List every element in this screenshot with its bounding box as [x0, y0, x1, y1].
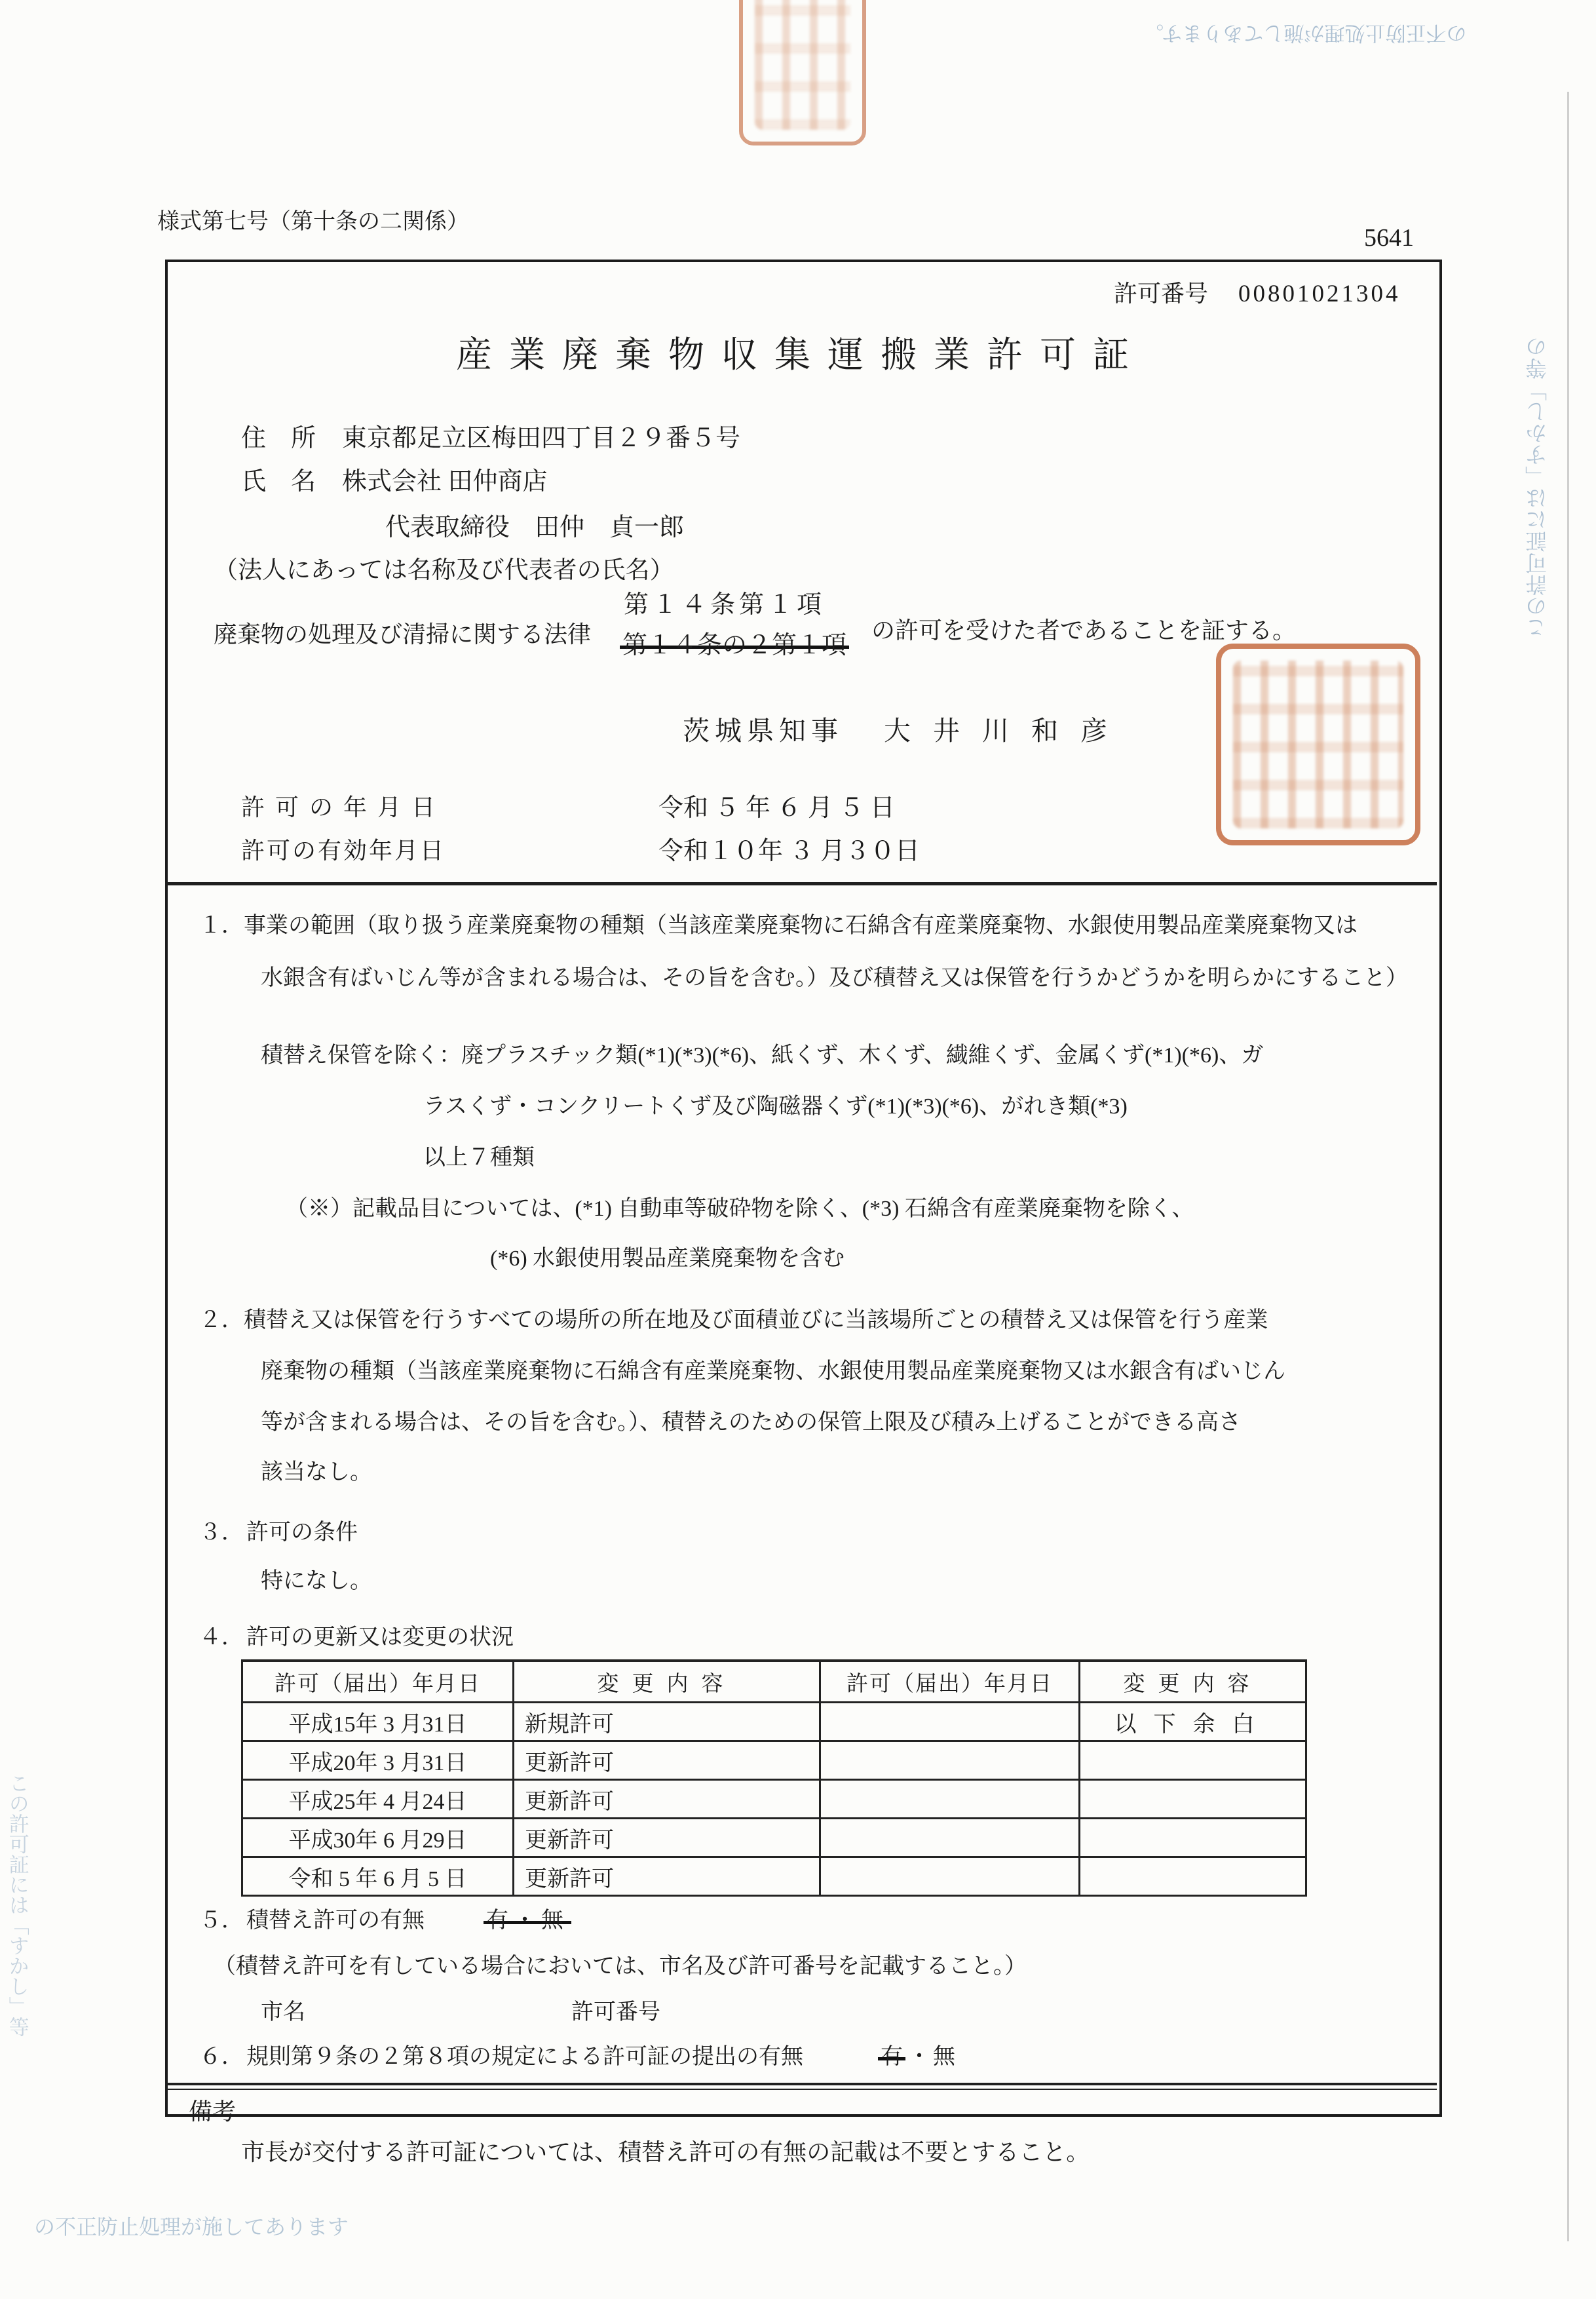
section5-options-struck: 有・無	[484, 1907, 571, 1935]
cell-change2	[1080, 1857, 1306, 1896]
section6-row	[199, 2043, 955, 2072]
cell-date2	[820, 1703, 1080, 1741]
cell-date2	[820, 1780, 1080, 1819]
issuer-title: 茨城県知事	[683, 716, 843, 746]
section1-line2: 水銀含有ばいじん等が含まれる場合は、その旨を含む。）及び積替え又は保管を行うかどうかを明らかにすること）	[261, 966, 1408, 990]
section6-title: 規則第９条の２第８項の規定による許可証の提出の有無	[246, 2045, 803, 2069]
valid-date-label: 許可の有効年月日	[241, 838, 446, 864]
col-header-change-right: 変更内容	[1080, 1661, 1306, 1703]
cell-date: 平成25年 4 月24日	[242, 1780, 514, 1819]
section3-title: 許可の条件	[246, 1520, 358, 1545]
permit-number-row	[1114, 279, 1401, 309]
section2-number: ２．	[199, 1308, 244, 1332]
cell-date2	[820, 1857, 1080, 1896]
law-suffix: の許可を受けた者であることを証する。	[871, 617, 1297, 644]
cell-change2	[1080, 1780, 1306, 1819]
table-row	[242, 1741, 1306, 1780]
document-title: 産業廃棄物収集運搬業許可証	[455, 335, 1146, 375]
corporate-note: （法人にあっては名称及び代表者の氏名）	[214, 557, 674, 584]
law-prefix: 廃棄物の処理及び清掃に関する法律	[214, 621, 592, 647]
permit-no-label: 許可番号	[571, 2000, 660, 2024]
table-header-row	[242, 1661, 1306, 1703]
section1-number: １．	[199, 914, 244, 938]
address-value: 東京都足立区梅田四丁目２９番５号	[342, 425, 741, 452]
section4-row	[199, 1624, 514, 1652]
cell-date: 令和 5 年 6 月 5 日	[242, 1857, 514, 1896]
col-header-change-left: 変更内容	[514, 1661, 820, 1703]
form-number: 様式第七号（第十条の二関係）	[157, 210, 469, 234]
permit-number-value: 00801021304	[1238, 280, 1401, 307]
section6-option-separator: ・	[908, 2045, 930, 2069]
cell-change: 更新許可	[514, 1857, 820, 1896]
watermark-left-vertical-text: この許可証には「すかし」等	[5, 1773, 29, 2037]
waste-scope-line2: ラスくず・コンクリートくず及び陶磁器くず(*1)(*3)(*6)、がれき類(*3)	[423, 1094, 1128, 1119]
law-article-current: 第１４条第１項	[624, 591, 826, 619]
name-label: 氏 名	[241, 468, 316, 495]
representative-name: 代表取締役 田仲 貞一郎	[385, 514, 685, 541]
section2-line2: 廃棄物の種類（当該産業廃棄物に石綿含有産業廃棄物、水銀使用製品産業廃棄物又は水銀含有ばいじん	[261, 1359, 1285, 1383]
col-header-permit-date-right: 許可（届出）年月日	[820, 1661, 1080, 1703]
section3-result: 特になし。	[261, 1569, 372, 1593]
grant-date-label: 許可の年月日	[241, 794, 446, 821]
partial-seal-stamp-top	[739, 0, 866, 145]
section5-row	[199, 1907, 571, 1935]
watermark-bottom-left-text: の不正防止処理が施してあります	[34, 2215, 349, 2239]
address-row	[241, 423, 740, 455]
city-name-label: 市名	[261, 2000, 305, 2024]
table-row	[242, 1857, 1306, 1896]
section5-title: 積替え許可の有無	[246, 1908, 425, 1933]
valid-date-value: 令和１０年 ３ 月３０日	[658, 838, 921, 865]
cell-date: 平成15年 3 月31日	[242, 1703, 514, 1741]
name-row	[241, 467, 548, 498]
remarks-text: 市長が交付する許可証については、積替え許可の有無の記載は不要とすること。	[241, 2139, 1090, 2165]
waste-scope-line3: 以上７種類	[423, 1146, 535, 1170]
table-row	[242, 1703, 1306, 1741]
issuer-row	[683, 714, 1130, 748]
waste-scope-line1: 積替え保管を除く：廃プラスチック類(*1)(*3)(*6)、紙くず、木くず、繊維くず、金属くず(*1)(*6)、ガ	[261, 1043, 1264, 1068]
cell-blank-note: 以下余白	[1080, 1703, 1306, 1741]
section2-line3: 等が含まれる場合は、その旨を含む。）、積替えのための保管上限及び積み上げることができる高さ	[261, 1410, 1241, 1435]
section5-note: （積替え許可を有している場合においては、市名及び許可番号を記載すること。）	[214, 1954, 1027, 1979]
issuer-name: 大井川和彦	[884, 716, 1130, 746]
watermark-top-right-text: の不正防止処理が施してあります。	[1143, 21, 1467, 45]
law-article-struck: 第１４条の２第１項	[620, 630, 849, 662]
cell-change: 新規許可	[514, 1703, 820, 1741]
permit-number-label: 許可番号	[1114, 280, 1209, 307]
page-number: 5641	[1364, 224, 1414, 252]
section6-number: ６．	[199, 2045, 244, 2069]
table-row	[242, 1819, 1306, 1857]
section5-number: ５．	[199, 1908, 244, 1933]
cell-change: 更新許可	[514, 1741, 820, 1780]
name-value: 株式会社 田仲商店	[342, 468, 548, 495]
section6-option-yes-struck: 有	[878, 2043, 905, 2072]
remarks-divider-bottom	[165, 2089, 1437, 2090]
cell-change: 更新許可	[514, 1780, 820, 1819]
scope-note-line2: (*6) 水銀使用製品産業廃棄物を含む	[490, 1246, 845, 1271]
scan-artifact-line	[1567, 92, 1569, 2241]
cell-date2	[820, 1819, 1080, 1857]
grant-date-value: 令和 ５ 年 ６ 月 ５ 日	[658, 794, 896, 822]
section3-number: ３．	[199, 1520, 244, 1545]
section4-number: ４．	[199, 1625, 244, 1650]
col-header-permit-date-left: 許可（届出）年月日	[242, 1661, 514, 1703]
remarks-divider-top	[165, 2083, 1437, 2085]
table-row	[242, 1780, 1306, 1819]
section1-line1: 事業の範囲（取り扱う産業廃棄物の種類（当該産業廃棄物に石綿含有産業廃棄物、水銀使用製品産業廃棄物又は	[244, 914, 1358, 938]
cell-date: 平成20年 3 月31日	[242, 1741, 514, 1780]
section2-result: 該当なし。	[261, 1460, 372, 1484]
section-divider	[165, 882, 1437, 885]
cell-date2	[820, 1741, 1080, 1780]
scope-note-line1: （※）記載品目については、(*1) 自動車等破砕物を除く、(*3) 石綿含有産業廃棄物を除く、	[286, 1197, 1194, 1221]
address-label: 住 所	[241, 425, 316, 452]
section4-title: 許可の更新又は変更の状況	[246, 1625, 514, 1650]
section2-line1: 積替え又は保管を行うすべての場所の所在地及び面積並びに当該場所ごとの積替え又は保管を行う産業	[244, 1308, 1268, 1332]
cell-change2	[1080, 1741, 1306, 1780]
section6-option-no: 無	[933, 2045, 955, 2069]
cell-change2	[1080, 1819, 1306, 1857]
watermark-right-vertical-text: この許可証には「すかし」等の	[1527, 336, 1550, 639]
renewal-history-table	[241, 1659, 1307, 1897]
cell-change: 更新許可	[514, 1819, 820, 1857]
remarks-label: 備考	[189, 2098, 237, 2125]
section3-row	[199, 1519, 358, 1547]
governor-seal-stamp	[1216, 644, 1420, 845]
cell-date: 平成30年 6 月29日	[242, 1819, 514, 1857]
